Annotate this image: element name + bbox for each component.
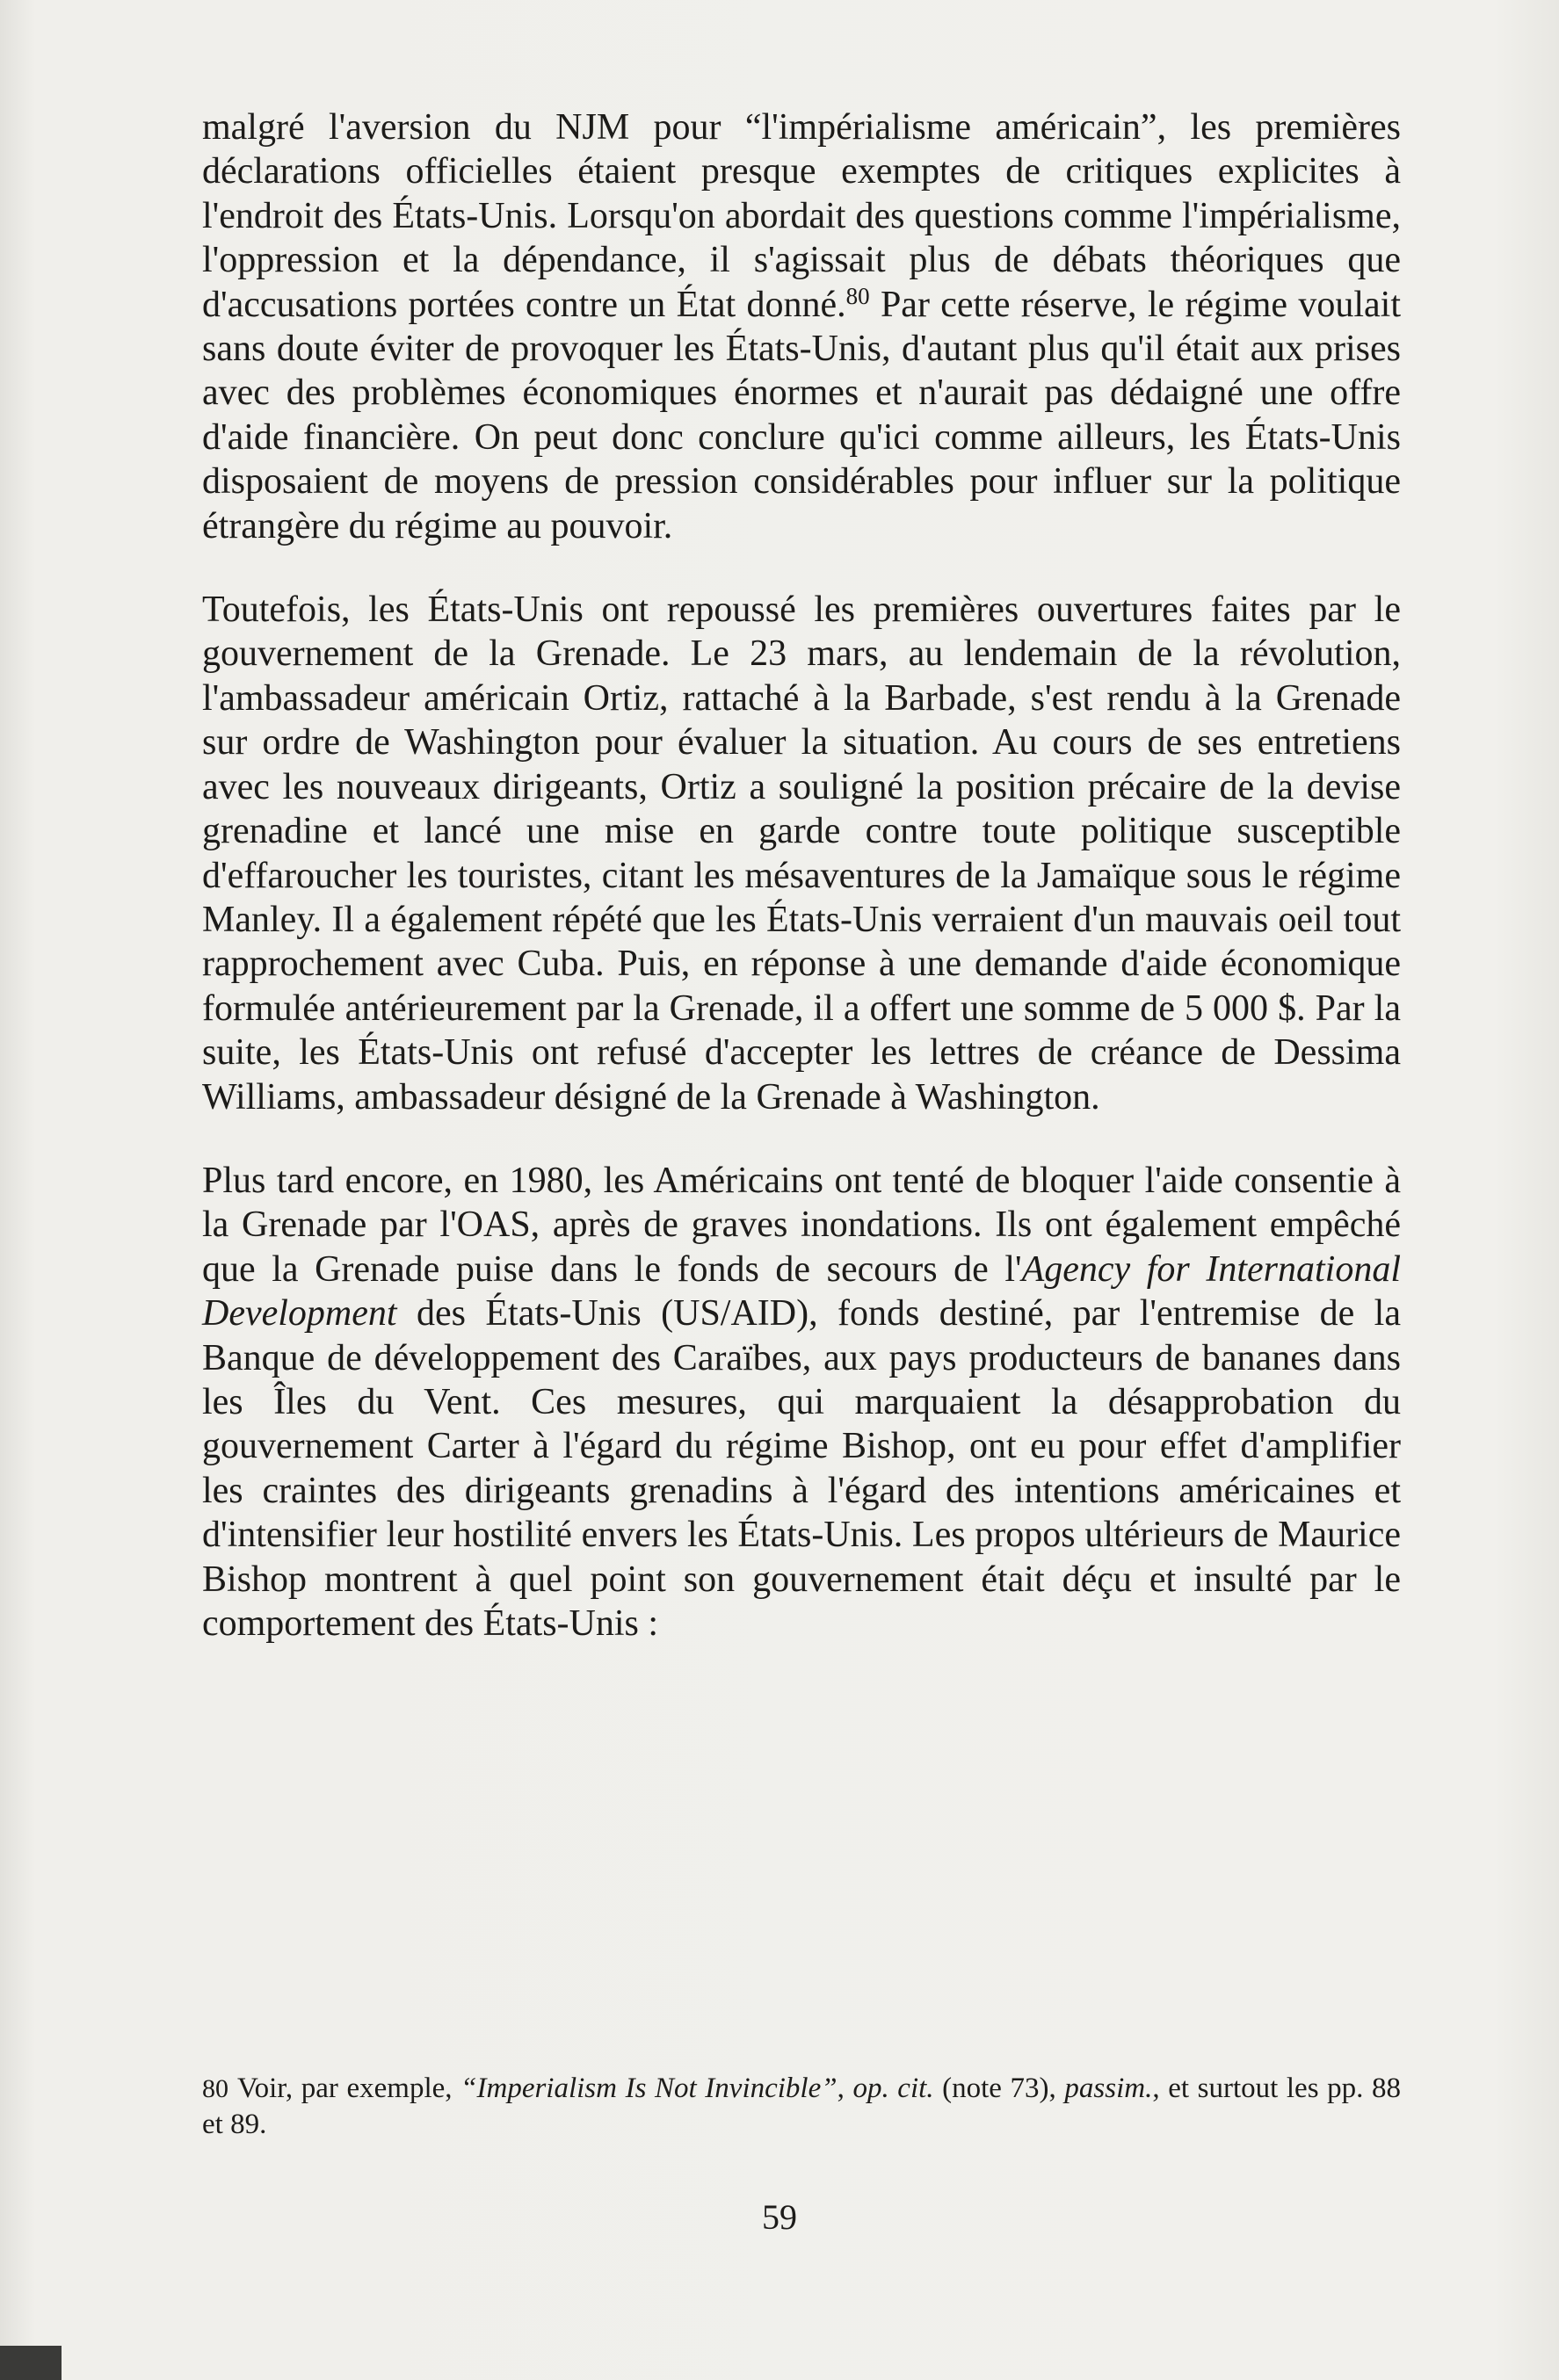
footnote-text-2: , [837, 2073, 853, 2104]
footnote-text-1: Voir, par exemple, [237, 2073, 461, 2104]
body-text [202, 105, 1401, 1646]
footnote-text-4: , et surtout les pp. 88 et 89. [202, 2073, 1401, 2140]
footnote-op-cit-italic: op. cit. [852, 2073, 934, 2104]
paragraph-2: Toutefois, les États-Unis ont repoussé les premières ouvertures faites par le gouvernement de la Grenade. Le 23 mars, au lendemain de la révolution, l'ambassadeur américain Ortiz, rattaché à la Barbade, s'est rendu à la Grenade sur ordre de Washington pour évaluer la situation. Au cours de ses entretiens avec les nouveaux dirigeants, Ortiz a souligné la position précaire de la devise grenadine et lancé une mise en garde contre toute politique susceptible d'effaroucher les touristes, citant les mésaventures de la Jamaïque sous le régime Manley. Il a également répété que les États-Unis verraient d'un mauvais oeil tout rapprochement avec Cuba. Puis, en réponse à une demande d'aide économique formulée antérieurement par la Grenade, il a offert une somme de 5 000 $. Par la suite, les États-Unis ont refusé d'accepter les lettres de créance de Dessima Williams, ambassadeur désigné de la Grenade à Washington. [202, 590, 1401, 1118]
footnote-title-italic: “Imperialism Is Not Invincible” [460, 2073, 838, 2104]
paragraph-1 [202, 105, 1401, 548]
paragraph-3-text-a: Plus tard encore, en 1980, les Américains ont tenté de bloquer l'aide consentie à la Grenade par l'OAS, après de graves inondations. Ils ont également empêché que la Grenade puise dans le fonds de secours de l' [202, 1160, 1401, 1290]
footnote-reference: 80 [845, 282, 870, 309]
footnote-passim-italic: passim. [1064, 2073, 1153, 2104]
paragraph-1-text-b: Par cette réserve, le régime voulait sans doute éviter de provoquer les États-Unis, d'autant plus qu'il était aux prises avec des problèmes économiques énormes et n'aurait pas dédaigné une offre d'aide financière. On peut donc conclure qu'ici comme ailleurs, les États-Unis disposaient de moyens de pression considérables pour influer sur la politique étrangère du régime au pouvoir. [202, 284, 1401, 546]
scan-edge-shadow [0, 2346, 62, 2380]
footnote-text-3: (note 73), [933, 2073, 1065, 2104]
paragraph-3-text-b: des États-Unis (US/AID), fonds destiné, par l'entremise de la Banque de développement des Caraïbes, aux pays producteurs de bananes dans les Îles du Vent. Ces mesures, qui marquaient la désapprobation du gouvernement Carter à l'égard du régime Bishop, ont eu pour effet d'amplifier les craintes des dirigeants grenadins à l'égard des intentions américaines et d'intensifier leur hostilité envers les États-Unis. Les propos ultérieurs de Maurice Bishop montrent à quel point son gouvernement était déçu et insulté par le comportement des États-Unis : [202, 1293, 1401, 1644]
footnote [202, 2071, 1401, 2142]
page-number: 59 [762, 2197, 797, 2237]
paragraph-1-text-a: malgré l'aversion du NJM pour “l'impérialisme américain”, les premières déclarations officielles étaient presque exemptes de critiques explicites à l'endroit des États-Unis. Lorsqu'on abordait des questions comme l'impérialisme, l'oppression et la dépendance, il s'agissait plus de débats théoriques que d'accusations portées contre un État donné. [202, 107, 1401, 325]
agency-name-italic: Agency for International Development [202, 1248, 1401, 1335]
paragraph-3 [202, 1159, 1401, 1646]
footnote-number: 80 [202, 2074, 228, 2103]
